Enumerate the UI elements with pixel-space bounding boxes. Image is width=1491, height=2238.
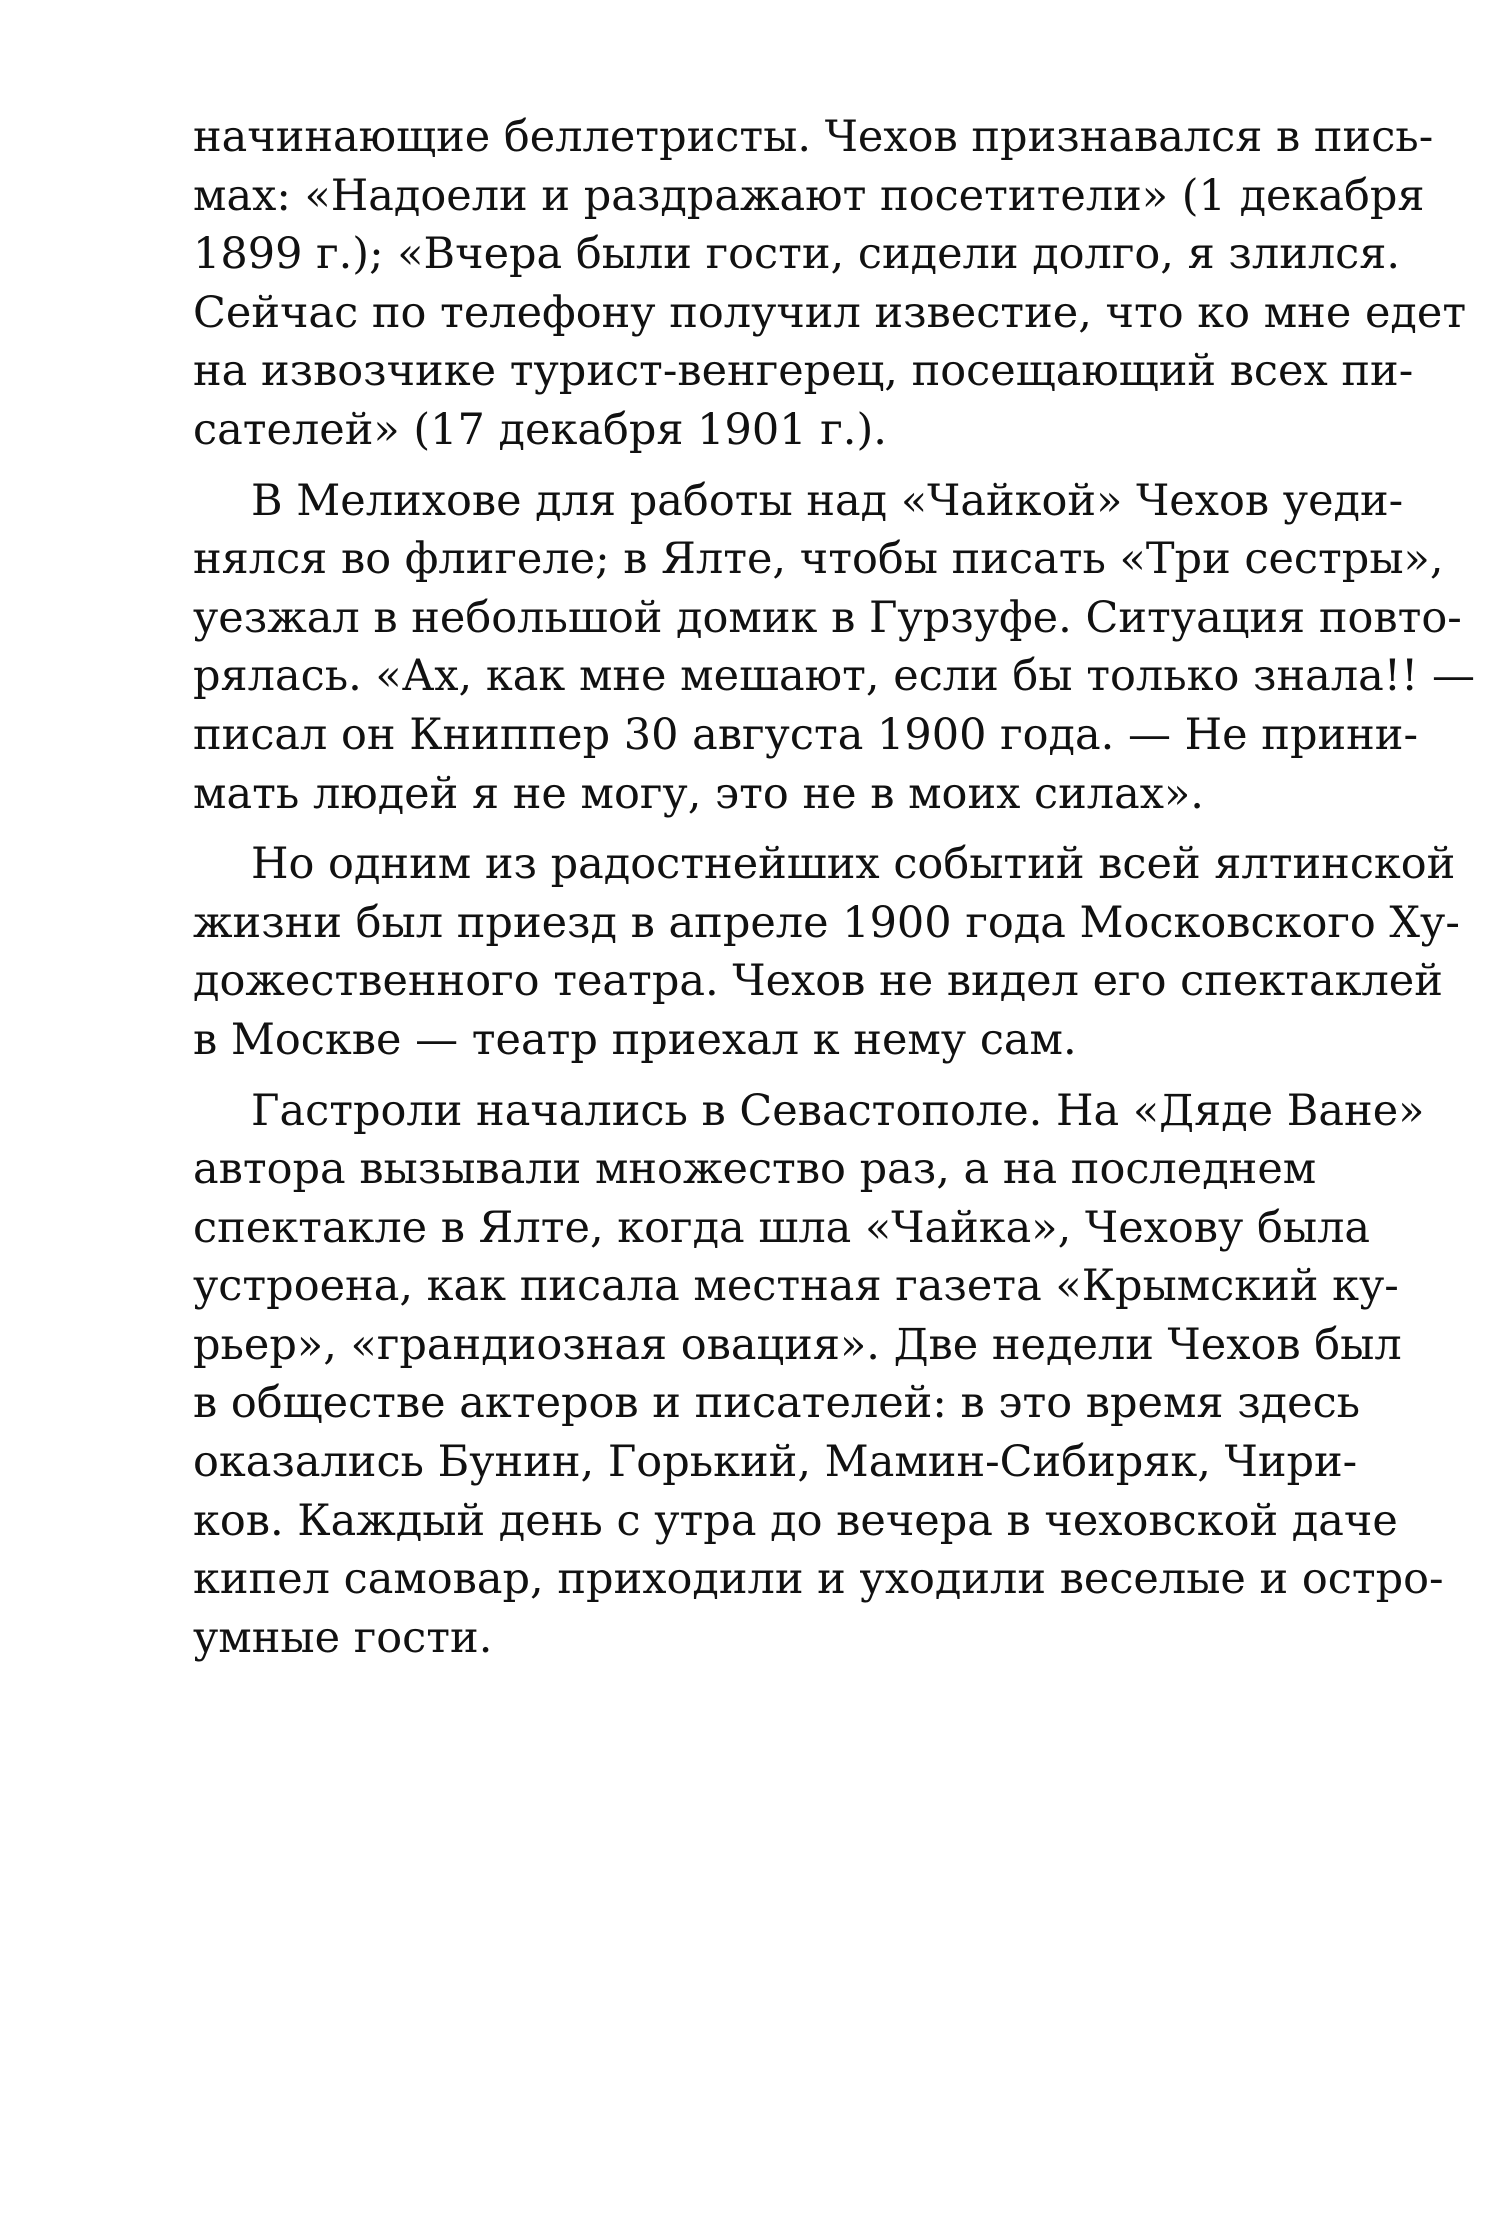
text-line: Гастроли начались в Севастополе. На «Дяде Ване» — [251, 1085, 1425, 1136]
text-line: дожественного театра. Чехов не видел его спектаклей — [193, 956, 1443, 1007]
text-line: ков. Каждый день с утра до вечера в чеховской даче — [193, 1495, 1398, 1546]
text-line: сателей» (17 декабря 1901 г.). — [193, 404, 887, 455]
text-line: спектакле в Ялте, когда шла «Чайка», Чехову была — [193, 1202, 1371, 1253]
text-line: в обществе актеров и писателей: в это время здесь — [193, 1378, 1361, 1429]
text-line: Но одним из радостнейших событий всей ялтинской — [251, 839, 1456, 890]
text-line: кипел самовар, приходили и уходили веселые и остро- — [193, 1554, 1444, 1605]
paragraph-3 — [193, 835, 1460, 1069]
text-line: начинающие беллетристы. Чехов признавался в пись- — [193, 112, 1434, 162]
text-line: на извозчике турист-венгерец, посещающий всех пи- — [193, 346, 1414, 397]
text-line: умные гости. — [193, 1612, 493, 1663]
text-line: 1899 г.); «Вчера были гости, сидели долго, я злился. — [193, 229, 1401, 280]
paragraph-1 — [193, 108, 1467, 460]
text-line: рьер», «грандиозная овация». Две недели Чехов был — [193, 1319, 1402, 1370]
body-text — [193, 108, 1475, 1679]
text-line: мать людей я не могу, это не в моих силах». — [193, 768, 1204, 819]
text-line: устроена, как писала местная газета «Крымский ку- — [193, 1261, 1399, 1312]
text-line: В Мелихове для работы над «Чайкой» Чехов уеди- — [251, 475, 1404, 526]
text-line: жизни был приезд в апреле 1900 года Московского Ху- — [193, 897, 1460, 948]
text-line: писал он Книппер 30 августа 1900 года. — Не прини- — [193, 709, 1418, 760]
paragraph-4 — [193, 1082, 1444, 1668]
text-line: нялся во флигеле; в Ялте, чтобы писать «Три сестры», — [193, 534, 1444, 585]
text-line: уезжал в небольшой домик в Гурзуфе. Ситуация повто- — [193, 592, 1462, 643]
text-line: Сейчас по телефону получил известие, что ко мне едет — [193, 287, 1467, 338]
paragraph-2 — [193, 472, 1475, 824]
text-line: в Москве — театр приехал к нему сам. — [193, 1014, 1077, 1065]
text-line: мах: «Надоели и раздражают посетители» (1 декабря — [193, 170, 1425, 221]
text-line: оказались Бунин, Горький, Мамин-Сибиряк, Чири- — [193, 1437, 1358, 1488]
text-line: автора вызывали множество раз, а на последнем — [193, 1144, 1317, 1195]
text-line: рялась. «Ах, как мне мешают, если бы только знала!! — — [193, 651, 1475, 702]
